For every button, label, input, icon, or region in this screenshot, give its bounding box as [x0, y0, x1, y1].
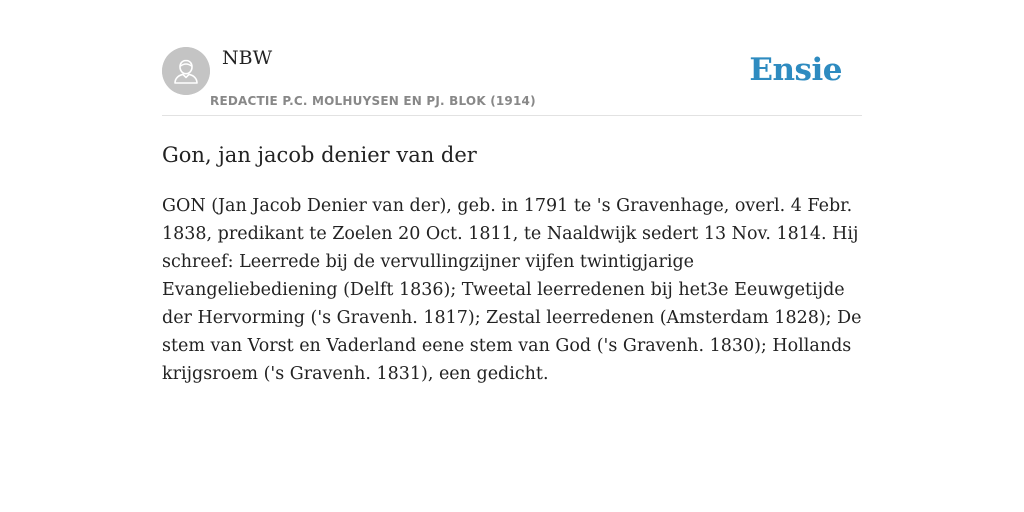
brand-logo[interactable]: Ensie: [749, 52, 842, 88]
user-silhouette-icon: [162, 47, 210, 95]
article-title: Gon, jan jacob denier van der: [162, 143, 477, 167]
article-body: GON (Jan Jacob Denier van der), geb. in 1791 te 's Gravenhage, overl. 4 Febr. 1838, predikant te Zoelen 20 Oct. 1811, te Naaldwijk sedert 13 Nov. 1814. Hij schreef: Leerrede bij de vervullingzijner vijfen twintigjarige Evangeliebediening (Delft 1836); Tweetal leerredenen bij het3e Eeuwgetijde der Hervorming ('s Gravenh. 1817); Zestal leerredenen (Amsterdam 1828); De stem van Vorst en Vaderland eene stem van God ('s Gravenh. 1830); Hollands krijgsroem ('s Gravenh. 1831), een gedicht.: [162, 196, 862, 384]
source-name[interactable]: NBW: [222, 47, 273, 69]
avatar[interactable]: [162, 47, 210, 95]
source-header: [162, 46, 862, 116]
source-subtitle: REDACTIE P.C. MOLHUYSEN EN PJ. BLOK (1914): [210, 94, 536, 108]
